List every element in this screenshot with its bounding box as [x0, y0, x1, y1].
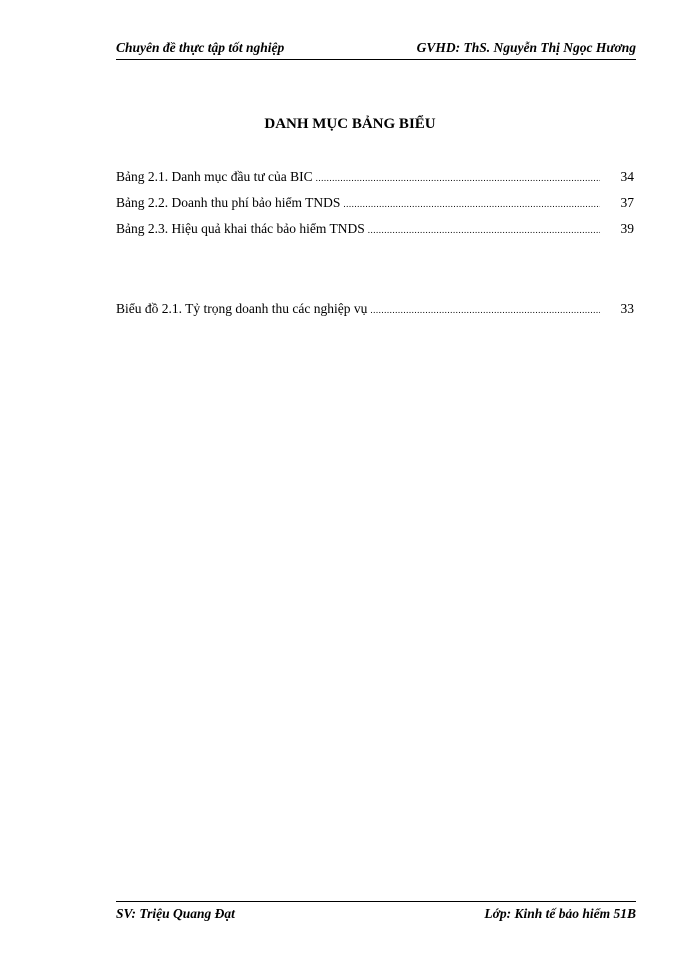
header-left-text: Chuyên đề thực tập tốt nghiệp	[116, 40, 285, 55]
footer-right-text: Lớp: Kinh tế bảo hiểm 51B	[484, 906, 636, 921]
toc-entry[interactable]	[116, 168, 634, 194]
chart-list	[116, 300, 634, 326]
dot-leader	[368, 221, 600, 239]
page-footer	[116, 906, 636, 922]
toc-entry[interactable]	[116, 194, 634, 220]
dot-leader	[370, 301, 600, 319]
toc-entry-page: 37	[620, 195, 634, 210]
header-divider	[116, 59, 636, 60]
dot-leader	[343, 195, 600, 213]
toc-entry[interactable]	[116, 300, 634, 326]
toc-entry-label: Bảng 2.1. Danh mục đầu tư của BIC	[116, 169, 313, 184]
page-header	[116, 40, 636, 58]
footer-left-text: SV: Triệu Quang Đạt	[116, 906, 235, 921]
toc-entry-label: Biểu đồ 2.1. Tỷ trọng doanh thu các nghiệp vụ	[116, 301, 368, 316]
toc-entry[interactable]	[116, 220, 634, 246]
toc-entry-label: Bảng 2.3. Hiệu quả khai thác bảo hiểm TNDS	[116, 221, 365, 236]
footer-divider	[116, 901, 636, 902]
header-right-text: GVHD: ThS. Nguyễn Thị Ngọc Hương	[416, 40, 636, 55]
toc-entry-page: 39	[620, 221, 634, 236]
toc-entry-page: 33	[620, 301, 634, 316]
toc-entry-label: Bảng 2.2. Doanh thu phí bảo hiểm TNDS	[116, 195, 341, 210]
toc-entry-page: 34	[620, 169, 634, 184]
page-title: DANH MỤC BẢNG BIỂU	[264, 116, 436, 132]
dot-leader	[316, 169, 600, 187]
table-list	[116, 168, 634, 246]
